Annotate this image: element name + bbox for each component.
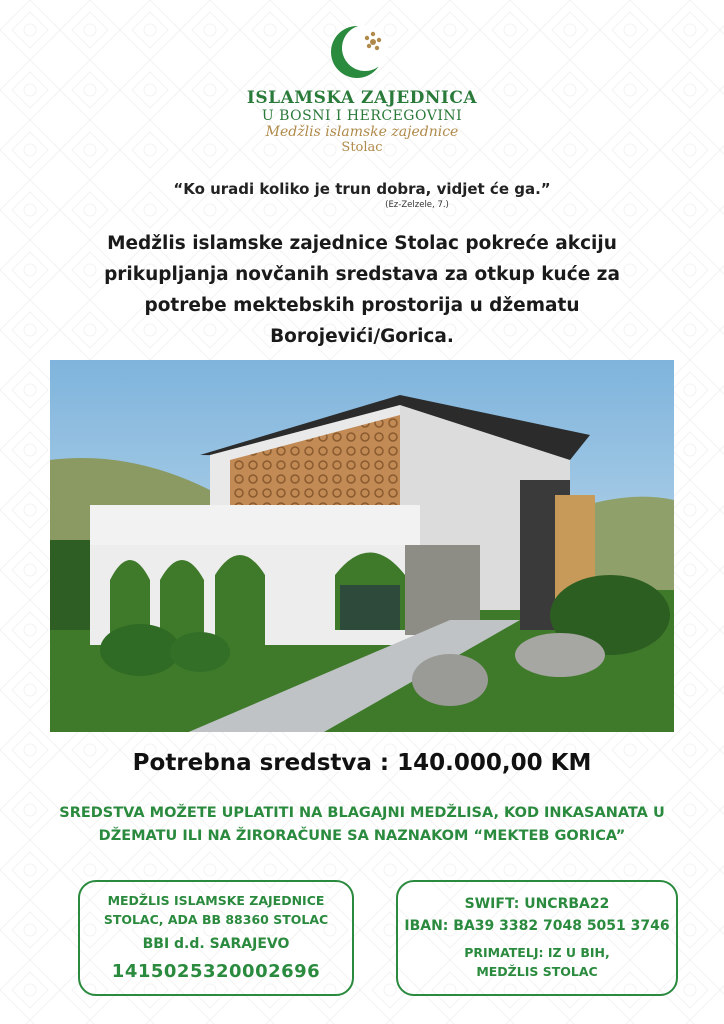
payment-line: DŽEMATU ILI NA ŽIRORAČUNE SA NAZNAKOM “MEKTEB GORICA” [98,828,626,844]
account-number: 1415025320002696 [111,961,321,982]
payment-instructions [30,802,694,848]
org-name-line3: Medžlis islamske zajednice [265,124,459,140]
account-holder-name: MEDŽLIS ISLAMSKE ZAJEDNICE [107,893,325,908]
required-funds: Potrebna sredstva : 140.000,00 KM [132,750,592,776]
org-name-line4: Stolac [341,140,383,155]
recipient-line1: PRIMATELJ: IZ U BIH, [464,945,610,960]
iban-number: IBAN: BA39 3382 7048 5051 3746 [404,918,670,934]
headline-line: Medžlis islamske zajednice Stolac pokreće akciju [107,233,617,254]
org-name-line2: U BOSNI I HERCEGOVINI [261,108,463,124]
payment-line: SREDSTVA MOŽETE UPLATITI NA BLAGAJNI MEDŽLISA, KOD INKASANATA U [59,805,665,821]
bank-name: BBI d.d. SARAJEVO [142,936,290,952]
account-holder-address: STOLAC, ADA BB 88360 STOLAC [103,912,329,927]
swift-code: SWIFT: UNCRBA22 [464,896,610,912]
quote-source: (Ez-Zelzele, 7.) [385,200,449,210]
org-name-line1: ISLAMSKA ZAJEDNICA [246,88,478,108]
headline-line: potrebe mektebskih prostorija u džematu [144,295,580,316]
account-box-international [396,880,678,996]
headline-line: prikupljanja novčanih sredstava za otkup kuće za [104,264,620,285]
quote-text: “Ko uradi koliko je trun dobra, vidjet će ga.” [173,180,551,198]
house-rendering-image [50,360,674,732]
crescent-star-logo-icon [327,18,397,84]
account-box-domestic [78,880,354,996]
recipient-line2: MEDŽLIS STOLAC [476,964,598,979]
headline [70,228,654,352]
organization-logo [0,18,724,155]
headline-line: Borojevići/Gorica. [270,326,454,347]
